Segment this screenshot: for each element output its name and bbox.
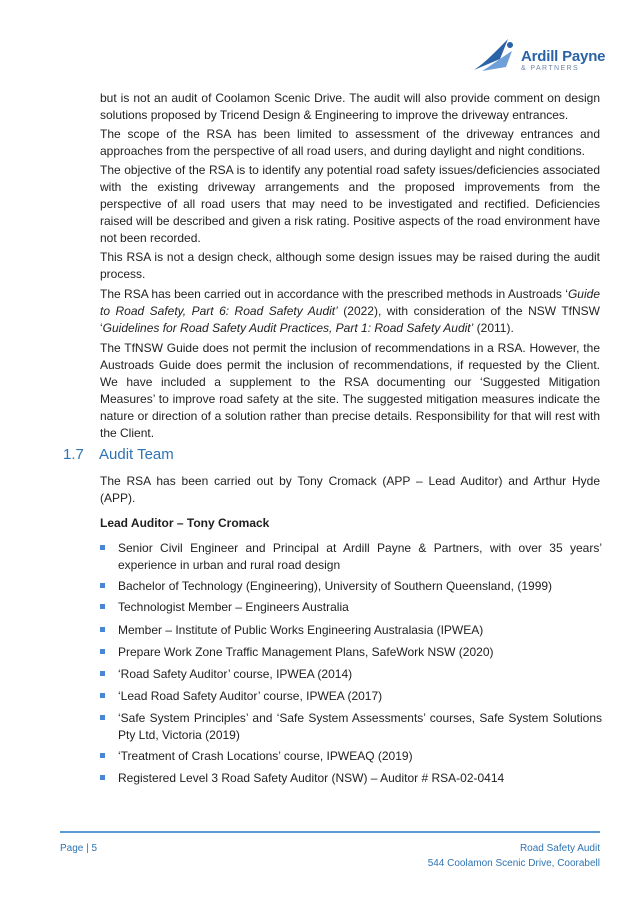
list-item: ‘Road Safety Auditor’ course, IPWEA (2014) <box>100 666 602 683</box>
list-item: Bachelor of Technology (Engineering), University of Southern Queensland, (1999) <box>100 578 602 595</box>
list-item: Registered Level 3 Road Safety Auditor (NSW) – Auditor # RSA-02-0414 <box>100 770 602 787</box>
footer-doc-title: Road Safety Audit <box>519 843 600 854</box>
footer-divider <box>60 831 600 833</box>
logo-swoosh-icon <box>472 37 520 73</box>
section-title: Audit Team <box>99 446 174 463</box>
paragraph-1: but is not an audit of Coolamon Scenic Drive. The audit will also provide comment on design solutions proposed by Tricend Design & Engineering to improve the driveway entrances. <box>100 91 600 122</box>
paragraph-2: The scope of the RSA has been limited to assessment of the driveway entrances and approaches from the perspective of all road users, and during daylight and night conditions. <box>100 127 600 158</box>
section-heading <box>63 446 174 463</box>
list-item: ‘Safe System Principles’ and ‘Safe System Assessments’ courses, Safe System Solutions Pty Ltd, Victoria (2019) <box>100 710 602 744</box>
section-number: 1.7 <box>63 446 84 463</box>
guide-title-tfnsw: Guidelines for Road Safety Audit Practices, Part 1: Road Safety Audit’ <box>102 321 474 335</box>
lead-auditor-subheading: Lead Auditor – Tony Cromack <box>100 516 270 530</box>
list-item: ‘Lead Road Safety Auditor’ course, IPWEA (2017) <box>100 688 602 705</box>
logo-subtitle: & PARTNERS <box>521 65 580 72</box>
company-logo <box>472 37 606 73</box>
footer-address: 544 Coolamon Scenic Drive, Coorabell <box>427 858 600 869</box>
list-item: Member – Institute of Public Works Engineering Australasia (IPWEA) <box>100 622 602 639</box>
guide-title-austroads: Guide to Road Safety, Part 6: Road Safety Audit’ <box>100 287 600 318</box>
logo-name: Ardill Payne <box>521 48 606 65</box>
page-number: Page | 5 <box>60 843 98 854</box>
paragraph-3: The objective of the RSA is to identify any potential road safety issues/deficiencies associated with the existing driveway arrangements and the proposed improvements from the perspective of all road users that may need to be investigated and rectified. Deficiencies raised will be described and given a risk rating. Positive aspects of the road environment have not been recorded. <box>100 163 600 245</box>
paragraph-6: The TfNSW Guide does not permit the inclusion of recommendations in a RSA. However, the Austroads Guide does permit the inclusion of recommendations, if requested by the Client. We have included a supplement to the RSA documenting our ‘Suggested Mitigation Measures’ to improve road safety at the site. The suggested mitigation measures indicate the nature or direction of a solution rather than precise details. Responsibility for that will rest with the Client. <box>100 341 600 440</box>
section-intro: The RSA has been carried out by Tony Cromack (APP – Lead Auditor) and Arthur Hyde (APP). <box>100 474 600 505</box>
paragraph-5: The RSA has been carried out in accordance with the prescribed methods in Austroads ‘Guide to Road Safety, Part 6: Road Safety Audit’ (2022), with consideration of the NSW TfNSW ‘Guidelines for Road Safety Audit Practices, Part 1: Road Safety Audit’ (2011). <box>100 287 600 335</box>
list-item: Technologist Member – Engineers Australia <box>100 599 602 616</box>
list-item: ‘Treatment of Crash Locations’ course, IPWEAQ (2019) <box>100 748 602 765</box>
list-item: Senior Civil Engineer and Principal at Ardill Payne & Partners, with over 35 years’ experience in urban and rural road design <box>100 540 602 574</box>
list-item: Prepare Work Zone Traffic Management Plans, SafeWork NSW (2020) <box>100 644 602 661</box>
paragraph-4: This RSA is not a design check, although some design issues may be raised during the audit process. <box>100 250 600 281</box>
